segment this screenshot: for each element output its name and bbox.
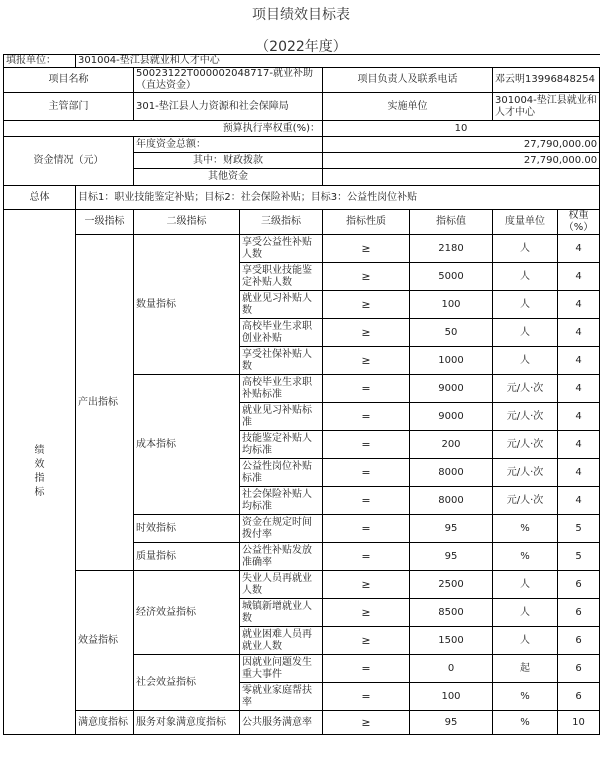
indicator-value: 95 <box>410 543 493 571</box>
indicator-unit: 人 <box>493 291 558 319</box>
dept-value: 301-垫江县人力资源和社会保障局 <box>134 93 323 121</box>
indicator-weight: 4 <box>558 291 600 319</box>
indicator-nature: ≥ <box>323 347 410 375</box>
manager-value: 邓云明13996848254 <box>493 68 600 93</box>
group-output: 产出指标 <box>76 235 134 571</box>
indicator-nature: = <box>323 515 410 543</box>
indicator-name: 高校毕业生求职创业补贴 <box>240 319 323 347</box>
overall-label: 总体 <box>4 186 76 210</box>
table-row <box>4 711 600 735</box>
annual-total-value: 27,790,000.00 <box>323 137 600 153</box>
indicator-value: 100 <box>410 683 493 711</box>
performance-table <box>3 54 600 735</box>
indicator-name: 就业见习补贴标准 <box>240 403 323 431</box>
group-social: 社会效益指标 <box>134 655 240 711</box>
indicator-name: 公共服务满意率 <box>240 711 323 735</box>
indicator-name: 失业人员再就业人数 <box>240 571 323 599</box>
group-satisfaction: 满意度指标 <box>76 711 134 735</box>
indicator-nature: = <box>323 683 410 711</box>
indicator-weight: 4 <box>558 487 600 515</box>
indicator-value: 100 <box>410 291 493 319</box>
indicator-value: 95 <box>410 711 493 735</box>
header-level1: 一级指标 <box>76 210 134 235</box>
indicator-name: 高校毕业生求职补贴标准 <box>240 375 323 403</box>
indicator-nature: = <box>323 431 410 459</box>
unit-label: 填报单位： <box>4 55 76 68</box>
indicator-value: 2500 <box>410 571 493 599</box>
indicator-name: 享受公益性补贴人数 <box>240 235 323 263</box>
overall-row <box>4 186 600 210</box>
impl-label: 实施单位 <box>323 93 493 121</box>
indicator-value: 9000 <box>410 403 493 431</box>
indicator-weight: 10 <box>558 711 600 735</box>
indicator-unit: 元/人·次 <box>493 487 558 515</box>
header-nature: 指标性质 <box>323 210 410 235</box>
fiscal-value: 27,790,000.00 <box>323 153 600 169</box>
page-title: 项目绩效目标表 <box>252 7 350 23</box>
indicator-unit: % <box>493 683 558 711</box>
indicator-weight: 6 <box>558 571 600 599</box>
budget-rate-row <box>4 121 600 137</box>
year-label: （2022年度） <box>255 39 347 55</box>
other-label: 其他资金 <box>134 169 323 186</box>
indicator-value: 50 <box>410 319 493 347</box>
indicator-unit: 元/人·次 <box>493 375 558 403</box>
indicator-weight: 4 <box>558 431 600 459</box>
indicator-nature: = <box>323 655 410 683</box>
indicator-weight: 4 <box>558 347 600 375</box>
indicator-name: 城镇新增就业人数 <box>240 599 323 627</box>
indicator-unit: 元/人·次 <box>493 459 558 487</box>
impl-value: 301004-垫江县就业和人才中心 <box>493 93 600 121</box>
group-service: 服务对象满意度指标 <box>134 711 240 735</box>
project-name-label: 项目名称 <box>4 68 134 93</box>
budget-rate-value: 10 <box>323 121 600 137</box>
indicator-nature: ≥ <box>323 711 410 735</box>
indicator-value: 1000 <box>410 347 493 375</box>
indicator-name: 享受社保补贴人数 <box>240 347 323 375</box>
indicator-name: 因就业问题发生重大事件 <box>240 655 323 683</box>
indicator-name: 零就业家庭帮扶率 <box>240 683 323 711</box>
indicator-nature: ≥ <box>323 571 410 599</box>
indicator-nature: ≥ <box>323 291 410 319</box>
indicator-unit: 元/人·次 <box>493 403 558 431</box>
indicator-unit: 人 <box>493 627 558 655</box>
group-timeliness: 时效指标 <box>134 515 240 543</box>
indicator-unit: 人 <box>493 347 558 375</box>
indicator-value: 2180 <box>410 235 493 263</box>
group-cost: 成本指标 <box>134 375 240 515</box>
indicator-nature: ≥ <box>323 235 410 263</box>
header-value: 指标值 <box>410 210 493 235</box>
indicator-value: 8000 <box>410 487 493 515</box>
indicator-name: 公益性补贴发放准确率 <box>240 543 323 571</box>
dept-row <box>4 93 600 121</box>
indicator-weight: 4 <box>558 263 600 291</box>
indicator-name: 享受职业技能鉴定补贴人数 <box>240 263 323 291</box>
indicator-weight: 4 <box>558 319 600 347</box>
indicator-name: 资金在规定时间拨付率 <box>240 515 323 543</box>
group-benefit: 效益指标 <box>76 571 134 711</box>
manager-label: 项目负责人及联系电话 <box>323 68 493 93</box>
group-economic: 经济效益指标 <box>134 571 240 655</box>
indicator-unit: 人 <box>493 571 558 599</box>
header-weight: 权重（%） <box>558 210 600 235</box>
annual-total-row <box>4 137 600 153</box>
indicator-name: 社会保险补贴人均标准 <box>240 487 323 515</box>
indicator-value: 5000 <box>410 263 493 291</box>
indicator-unit: 元/人·次 <box>493 431 558 459</box>
table-row <box>4 235 600 263</box>
dept-label: 主管部门 <box>4 93 134 121</box>
indicator-nature: = <box>323 487 410 515</box>
indicator-nature: = <box>323 375 410 403</box>
indicator-unit: % <box>493 515 558 543</box>
header-level2: 二级指标 <box>134 210 240 235</box>
overall-value: 目标1：职业技能鉴定补贴；目标2：社会保险补贴；目标3：公益性岗位补贴 <box>76 186 600 210</box>
indicator-nature: = <box>323 543 410 571</box>
group-quality: 质量指标 <box>134 543 240 571</box>
indicator-unit: % <box>493 711 558 735</box>
indicator-name: 就业见习补贴人数 <box>240 291 323 319</box>
unit-value: 301004-垫江县就业和人才中心 <box>76 55 600 68</box>
indicator-unit: 人 <box>493 235 558 263</box>
project-name-value: 50023122T000002048717-就业补助（直达资金） <box>134 68 323 93</box>
indicator-weight: 5 <box>558 515 600 543</box>
indicator-weight: 6 <box>558 655 600 683</box>
indicator-value: 8000 <box>410 459 493 487</box>
indicator-value: 1500 <box>410 627 493 655</box>
header-level3: 三级指标 <box>240 210 323 235</box>
indicator-name: 公益性岗位补贴标准 <box>240 459 323 487</box>
indicator-nature: ≥ <box>323 263 410 291</box>
indicator-weight: 6 <box>558 683 600 711</box>
indicator-weight: 4 <box>558 375 600 403</box>
fund-label: 资金情况（元） <box>4 137 134 186</box>
indicator-weight: 6 <box>558 627 600 655</box>
indicator-value: 9000 <box>410 375 493 403</box>
table-row <box>4 571 600 599</box>
perf-label <box>4 210 76 735</box>
indicator-value: 200 <box>410 431 493 459</box>
indicator-weight: 4 <box>558 459 600 487</box>
indicator-value: 8500 <box>410 599 493 627</box>
indicator-unit: 人 <box>493 263 558 291</box>
unit-row <box>4 55 600 68</box>
indicator-name: 技能鉴定补贴人均标准 <box>240 431 323 459</box>
indicator-header-row <box>4 210 600 235</box>
indicator-unit: % <box>493 543 558 571</box>
indicator-weight: 5 <box>558 543 600 571</box>
indicator-weight: 4 <box>558 235 600 263</box>
other-value <box>323 169 600 186</box>
indicator-nature: = <box>323 403 410 431</box>
perf-label-text: 绩 效 指 标 <box>34 445 45 498</box>
indicator-nature: ≥ <box>323 319 410 347</box>
budget-rate-label: 预算执行率权重(%)： <box>4 121 323 137</box>
indicator-unit: 人 <box>493 319 558 347</box>
indicator-value: 95 <box>410 515 493 543</box>
indicator-weight: 4 <box>558 403 600 431</box>
annual-total-label: 年度资金总额： <box>134 137 323 153</box>
indicator-nature: ≥ <box>323 599 410 627</box>
indicator-weight: 6 <box>558 599 600 627</box>
project-row <box>4 68 600 93</box>
indicator-unit: 起 <box>493 655 558 683</box>
indicator-unit: 人 <box>493 599 558 627</box>
fiscal-label: 其中：财政拨款 <box>134 153 323 169</box>
indicator-name: 就业困难人员再就业人数 <box>240 627 323 655</box>
header-unit: 度量单位 <box>493 210 558 235</box>
indicator-nature: ≥ <box>323 627 410 655</box>
indicator-nature: = <box>323 459 410 487</box>
indicator-value: 0 <box>410 655 493 683</box>
group-quantity: 数量指标 <box>134 235 240 375</box>
